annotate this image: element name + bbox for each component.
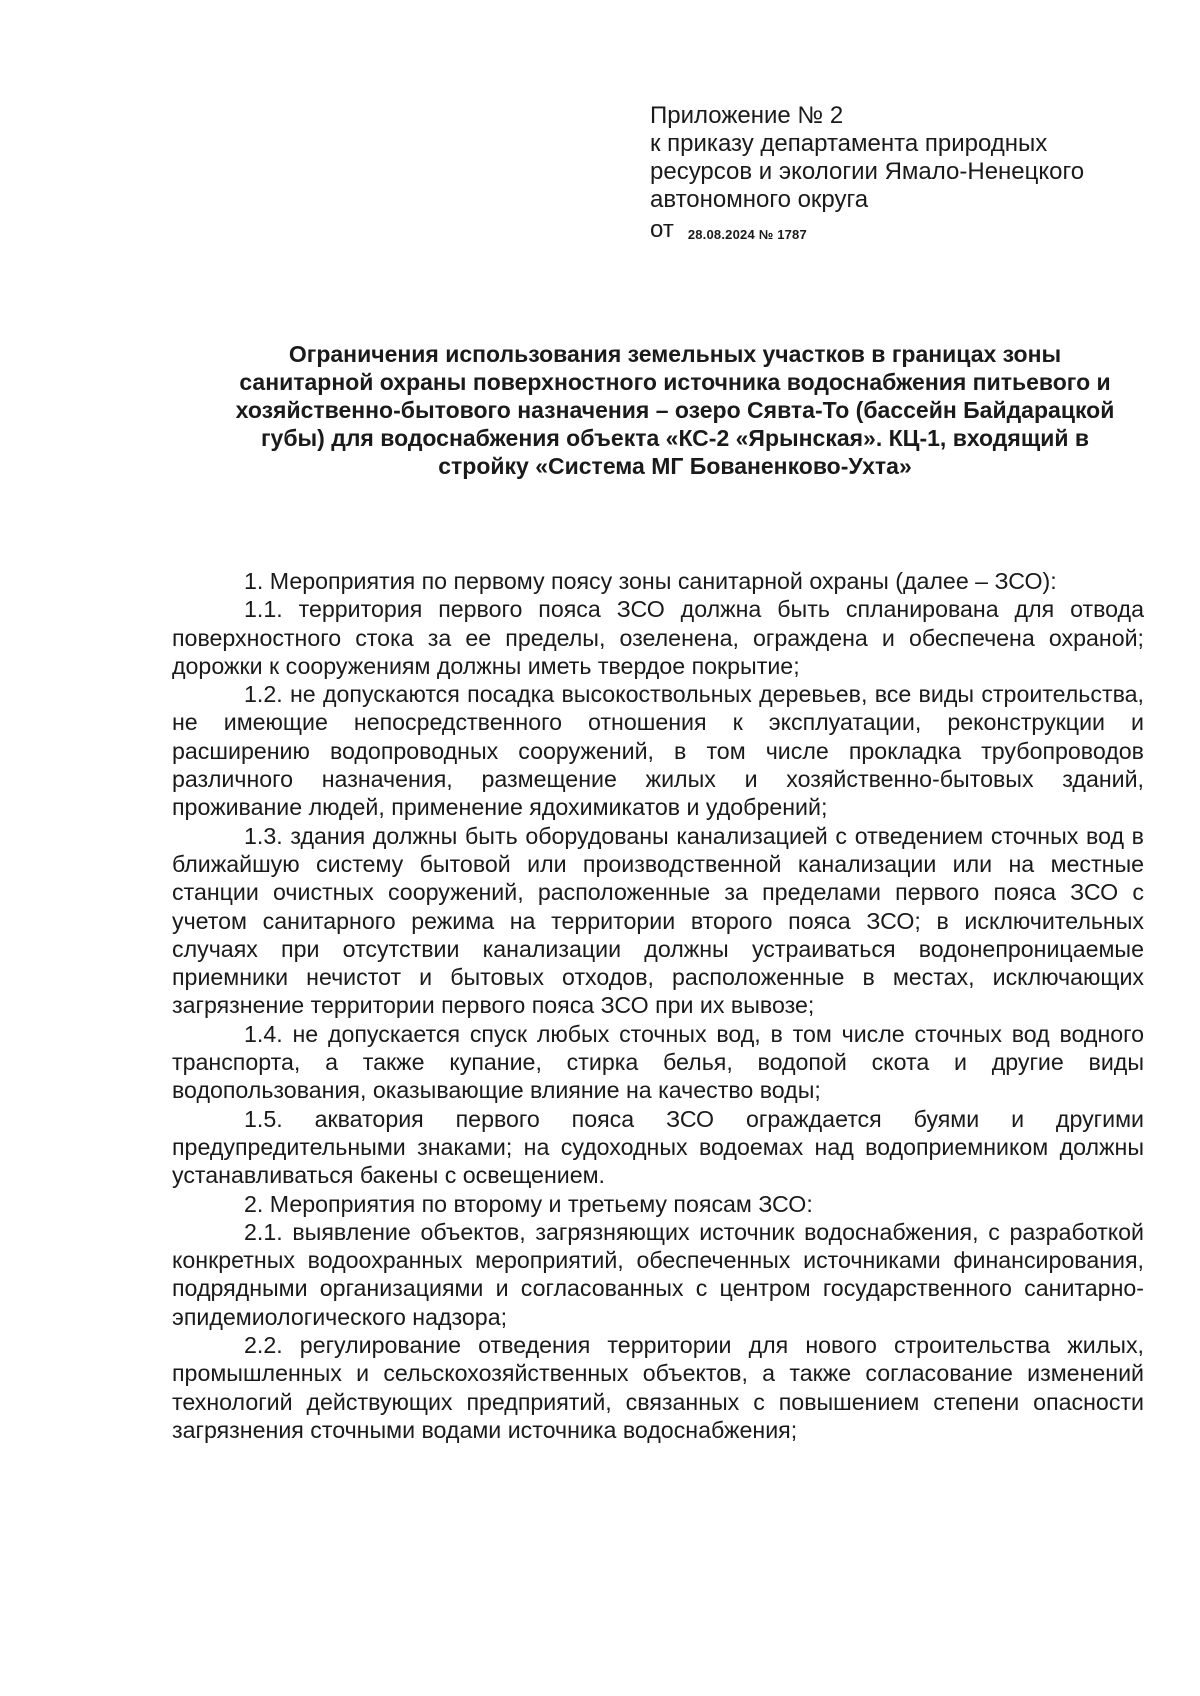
document-title — [165, 340, 1185, 480]
clause-1-2: 1.2. не допускаются посадка высокоствольных деревьев, все виды строительства, не имеющие непосредственного отношения к эксплуатации, реконструкции и расширению водопроводных сооружений, в том числе прокладка трубопроводов различного назначения, размещение жилых и хозяйственно-бытовых зданий, проживание людей, применение ядохимикатов и удобрений; — [172, 681, 1144, 821]
clause-1-1: 1.1. территория первого пояса ЗСО должна быть спланирована для отвода поверхностного стока за ее пределы, озеленена, ограждена и обеспечена охраной; дорожки к сооружениям должны иметь твердое покрытие; — [172, 596, 1144, 679]
clause-1-3: 1.3. здания должны быть оборудованы канализацией с отведением сточных вод в ближайшую систему бытовой или производственной канализации или на местные станции очистных сооружений, расположенные за пределами первого пояса ЗСО с учетом санитарного режима на территории второго пояса ЗСО; в исключительных случаях при отсутствии канализации должны устраиваться водонепроницаемые приемники нечистот и бытовых отходов, расположенные в местах, исключающих загрязнение территории первого пояса ЗСО при их вывозе; — [172, 822, 1144, 1019]
order-date-prefix: от — [650, 216, 674, 243]
appendix-order-reference: к приказу департамента природных — [650, 130, 1048, 157]
order-date-line — [650, 216, 1170, 247]
appendix-header — [650, 102, 1170, 247]
appendix-number: Приложение № 2 — [650, 102, 844, 129]
clause-1-5: 1.5. акватория первого пояса ЗСО ограждается буями и другими предупредительными знаками; на судоходных водоемах над водоприемником должны устанавливаться бакены с освещением. — [172, 1105, 1144, 1189]
order-date-stamp: 28.08.2024 № 1787 — [687, 227, 807, 242]
clause-1-4: 1.4. не допускается спуск любых сточных вод, в том числе сточных вод водного транспорта, а также купание, стирка белья, водопой скота и другие виды водопользования, оказывающие влияние на качество воды; — [172, 1020, 1144, 1104]
appendix-region-name: автономного округа — [650, 186, 869, 213]
title-line: стройку «Система МГ Бованенково-Ухта» — [438, 453, 912, 479]
section-1-heading: 1. Мероприятия по первому поясу зоны санитарной охраны (далее – ЗСО): — [244, 568, 1057, 594]
title-line: губы) для водоснабжения объекта «КС-2 «Ярынская». КЦ-1, входящий в — [260, 425, 1090, 451]
section-2-heading: 2. Мероприятия по второму и третьему поясам ЗСО: — [244, 1190, 813, 1217]
title-line: хозяйственно-бытового назначения – озеро Сявта-То (бассейн Байдарацкой — [235, 397, 1115, 423]
title-line: санитарной охраны поверхностного источника водоснабжения питьевого и — [239, 369, 1111, 395]
document-body — [172, 567, 1144, 1444]
appendix-department-name: ресурсов и экологии Ямало-Ненецкого — [650, 158, 1085, 185]
clause-2-1: 2.1. выявление объектов, загрязняющих источник водоснабжения, с разработкой конкретных водоохранных мероприятий, обеспеченных источниками финансирования, подрядными организациями и согласованных с центром государственного санитарно-эпидемиологического надзора; — [172, 1218, 1144, 1330]
title-line: Ограничения использования земельных участков в границах зоны — [288, 341, 1062, 367]
clause-2-2: 2.2. регулирование отведения территории для нового строительства жилых, промышленных и сельскохозяйственных объектов, а также согласование изменений технологий действующих предприятий, связанных с повышением степени опасности загрязнения сточными водами источника водоснабжения; — [172, 1332, 1144, 1443]
